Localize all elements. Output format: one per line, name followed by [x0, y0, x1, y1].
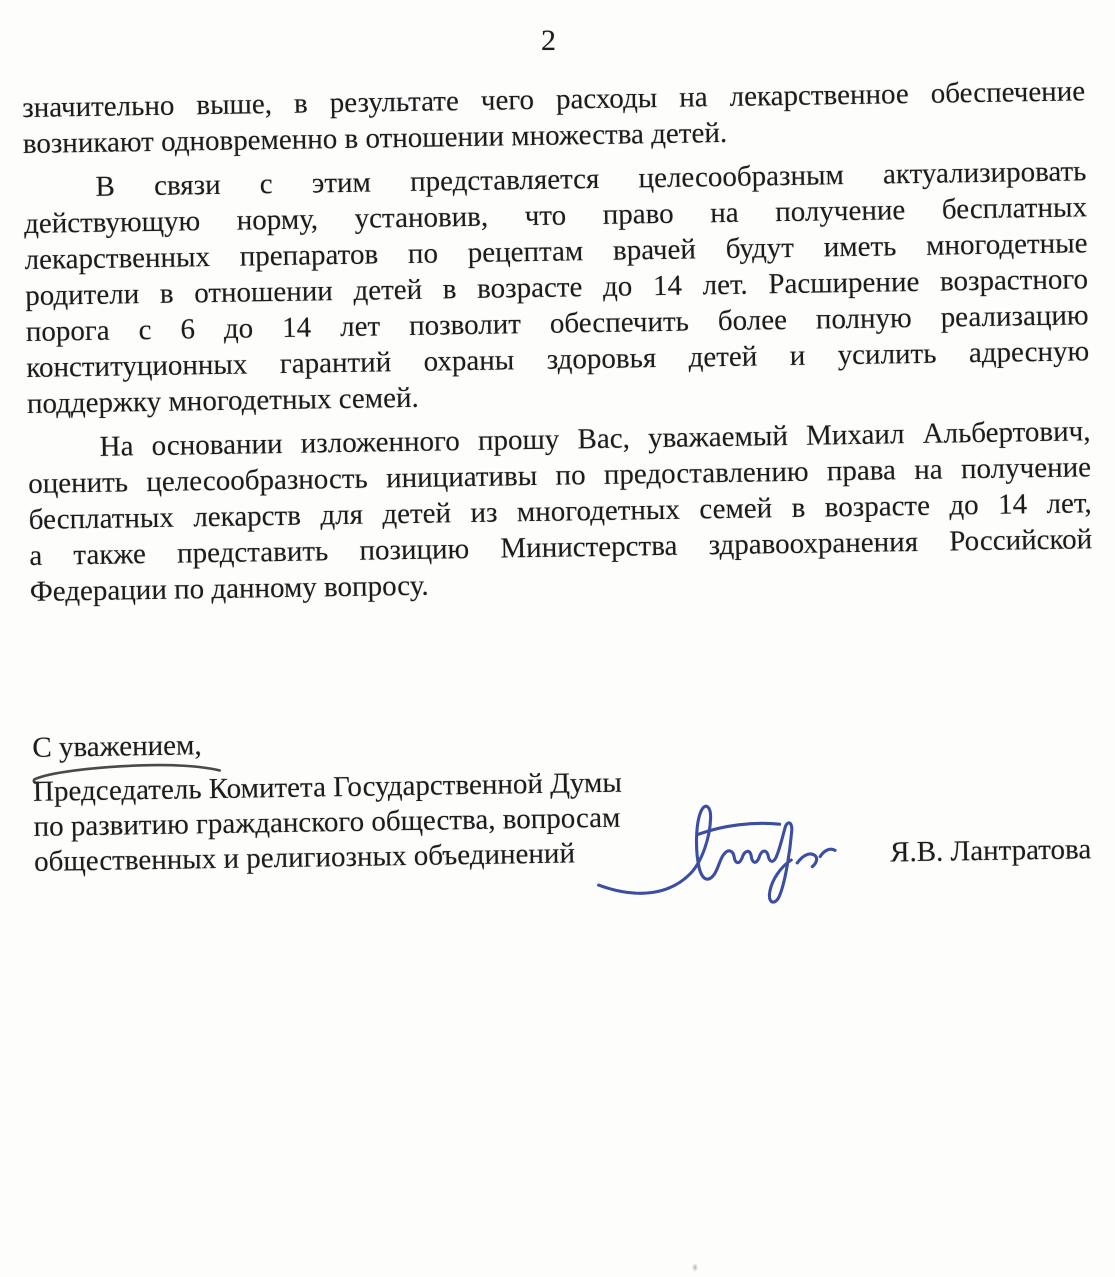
text-line: Федерации по данному вопросу. [29, 569, 429, 608]
text-line: В связи с этим представляется целесообразным актуализировать [95, 155, 1087, 203]
text-line: лекарственных препаратов по рецептам врачей будут иметь многодетные [24, 227, 1088, 276]
body-paragraph [27, 413, 1093, 610]
text-line: возникают одновременно в отношении множества детей. [22, 116, 728, 160]
signer-title-line: Председатель Комитета Государственной Думы [32, 766, 623, 808]
document-body [22, 73, 1093, 610]
page-number: 2 [541, 24, 556, 57]
text-line: На основании изложенного прошу Вас, уважаемый Михаил Альбертович, [99, 415, 1091, 463]
text-line: а также представить позицию Министерства здравоохранения Российской [29, 523, 1093, 572]
text-line: порога с 6 до 14 лет позволит обеспечить более полную реализацию [25, 299, 1089, 348]
scan-artifact [692, 1263, 698, 1272]
signer-title-line: общественных и религиозных объединений [33, 837, 576, 878]
signer-title-line: по развитию гражданского общества, вопросам [33, 801, 621, 843]
document-content [22, 73, 1097, 880]
text-line: бесплатных лекарств для детей из многодетных семей в возрасте до 14 лет, [28, 487, 1092, 536]
text-line: конституционных гарантий охраны здоровья детей и усилить адресную [26, 335, 1090, 384]
text-line: родители в отношении детей в возрасте до 14 лет. Расширение возрастного [24, 263, 1089, 312]
body-paragraph [22, 73, 1086, 162]
signer-name: Я.В. Лантратова [889, 833, 1092, 869]
text-line: оценить целесообразность инициативы по предоставлению права на получение [27, 451, 1092, 500]
closing-salutation: С уважением, [32, 729, 202, 764]
text-line: значительно выше, в результате чего расходы на лекарственное обеспечение [22, 75, 1086, 124]
text-line: поддержку многодетных семей. [26, 381, 420, 420]
text-line: действующую норму, установив, что право на получение бесплатных [23, 191, 1088, 240]
body-paragraph [23, 153, 1090, 422]
